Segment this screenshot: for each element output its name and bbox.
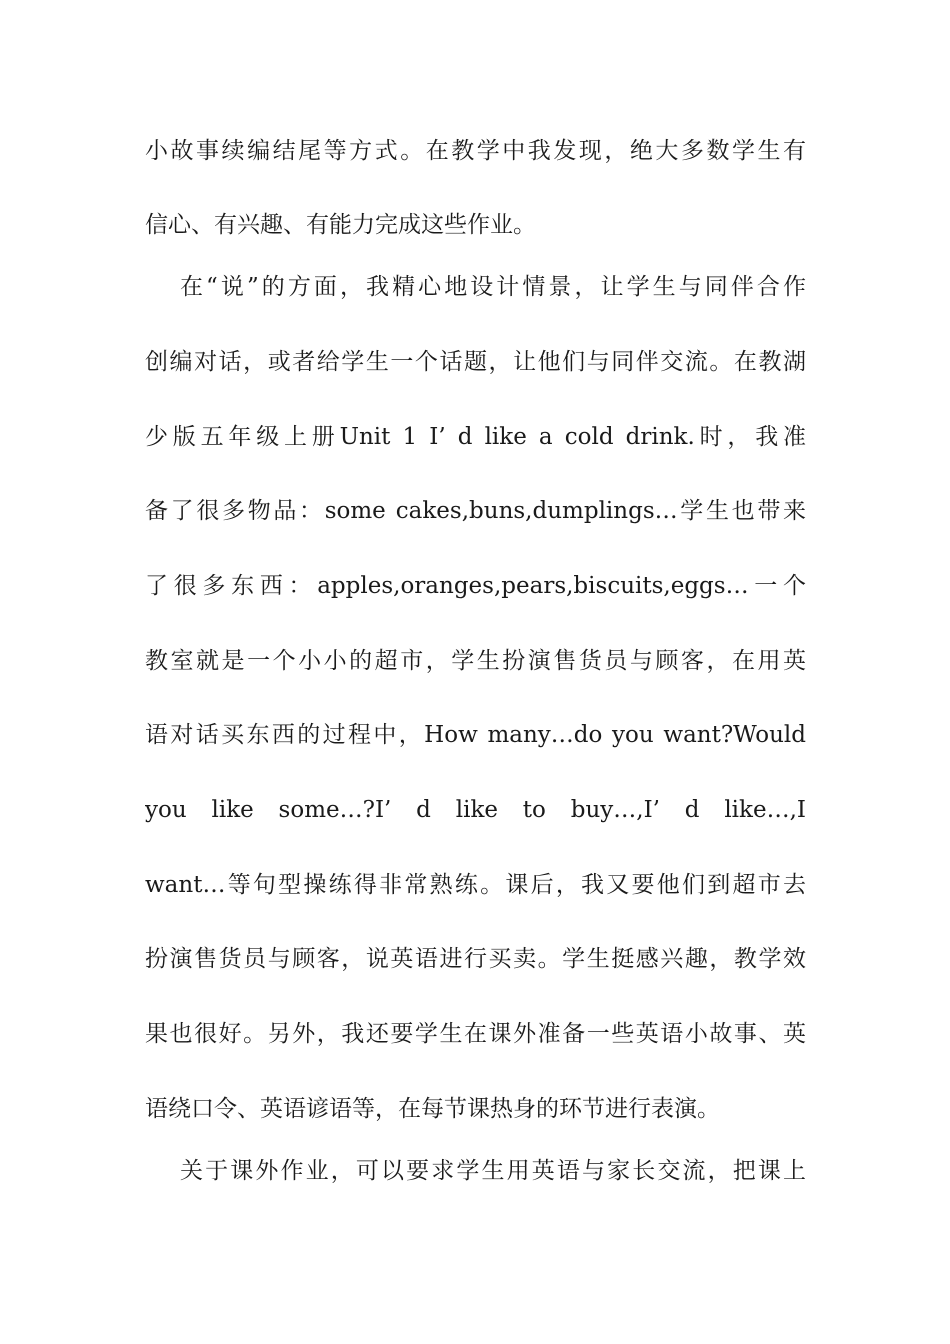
text-line: 创编对话，或者给学生一个话题，让他们与同伴交流。在教湖 [145, 349, 806, 375]
text-line: 在“说”的方面，我精心地设计情景，让学生与同伴合作 [180, 274, 806, 300]
text-line: 果也很好。另外，我还要学生在课外准备一些英语小故事、英 [145, 1021, 806, 1047]
text-line: 了很多东西：apples,oranges,pears,biscuits,eggs…一个 [145, 573, 806, 599]
text-line: 扮演售货员与顾客，说英语进行买卖。学生挺感兴趣，教学效 [145, 946, 806, 972]
text-line: 关于课外作业，可以要求学生用英语与家长交流，把课上 [180, 1158, 806, 1184]
text-line: 语对话买东西的过程中，How many…do you want?Would [145, 722, 806, 748]
text-line: 小故事续编结尾等方式。在教学中我发现，绝大多数学生有 [145, 138, 806, 164]
text-line: 少版五年级上册Unit 1 I’ d like a cold drink.时，我准 [145, 424, 806, 450]
text-line: 语绕口令、英语谚语等，在每节课热身的环节进行表演。 [145, 1096, 720, 1122]
text-line: 备了很多物品：some cakes,buns,dumplings…学生也带来 [145, 498, 806, 524]
text-line: 教室就是一个小小的超市，学生扮演售货员与顾客，在用英 [145, 648, 806, 674]
text-line: want…等句型操练得非常熟练。课后，我又要他们到超市去 [145, 872, 806, 898]
text-line: 信心、有兴趣、有能力完成这些作业。 [145, 212, 536, 238]
text-line: you like some…?I’ d like to buy…,I’ d like…,I [145, 797, 806, 823]
